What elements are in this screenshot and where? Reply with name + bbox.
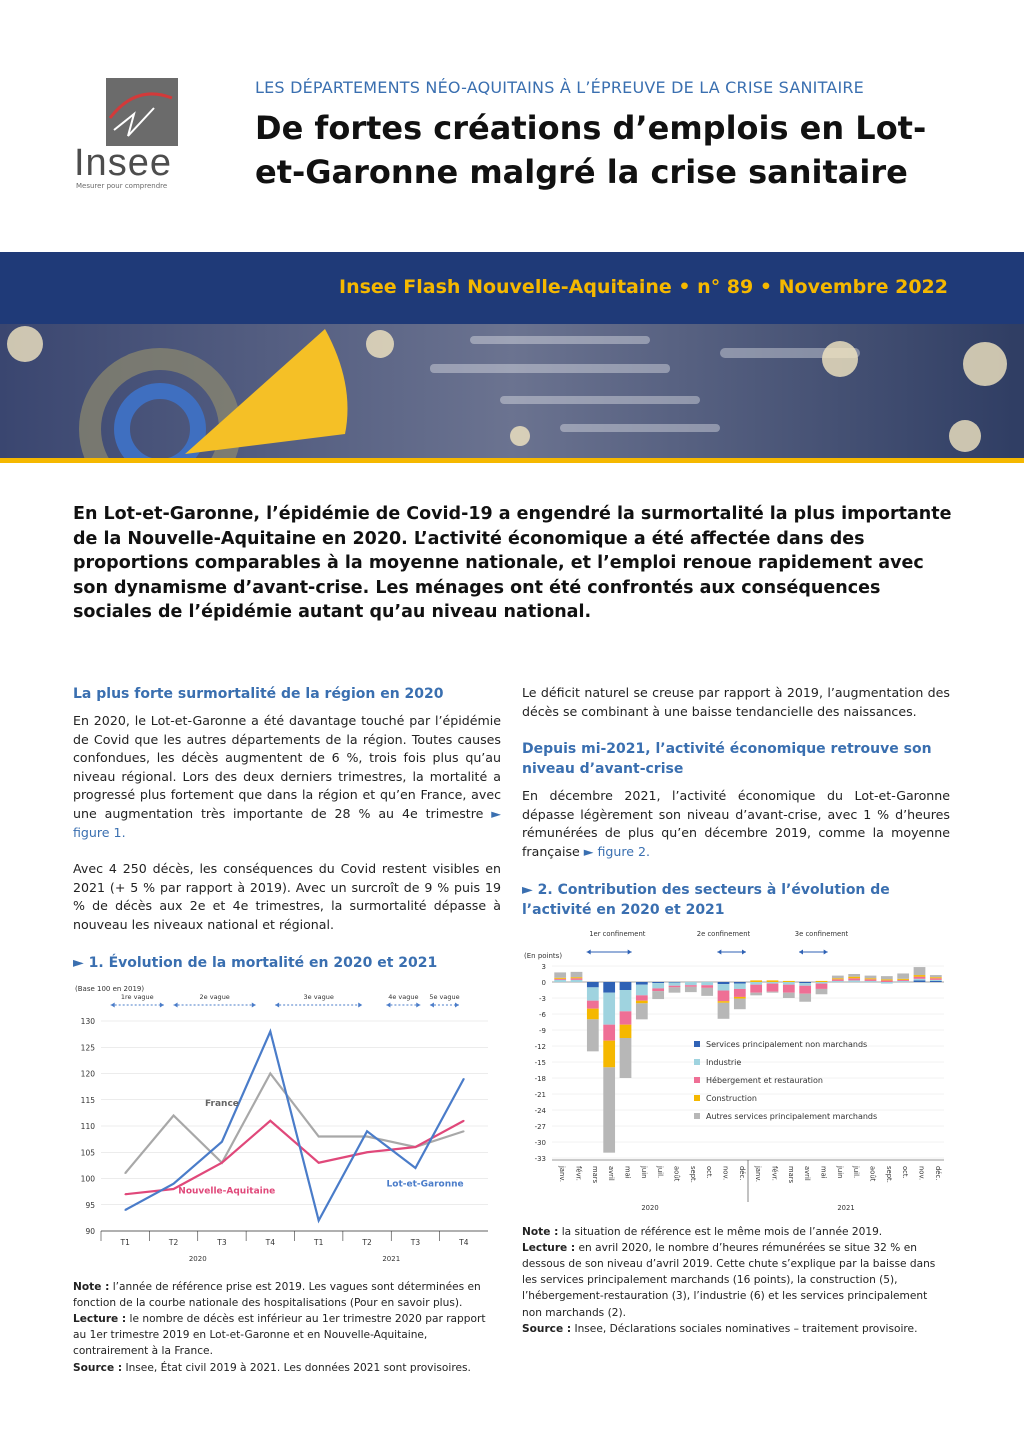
bar-segment <box>636 1003 648 1019</box>
source-text: Insee, État civil 2019 à 2021. Les données 2021 sont provisoires. <box>125 1361 471 1374</box>
bar-segment <box>718 982 730 984</box>
x-tick-label: sept. <box>884 1165 893 1183</box>
bar-segment <box>750 982 762 985</box>
annotation-label: 2e confinement <box>696 929 751 938</box>
x-tick-label: T3 <box>410 1237 421 1247</box>
bar-segment <box>603 1040 615 1067</box>
y-tick-label: -6 <box>539 1010 546 1019</box>
bar-segment <box>734 983 746 988</box>
bar-segment <box>783 982 795 985</box>
right-column <box>522 684 950 1337</box>
bar-segment <box>701 985 713 988</box>
bar-segment <box>685 982 697 985</box>
lecture-text: le nombre de décès est inférieur au 1er trimestre 2020 par rapport au 1er trimestre 2019 en Lot-et-Garonne et en Nouvelle-Aquitaine, contrairement à la France. <box>73 1312 486 1358</box>
bar-segment <box>571 979 583 981</box>
bar-segment <box>750 980 762 982</box>
y-tick-label: 110 <box>80 1121 95 1131</box>
left-column <box>73 684 501 1376</box>
y-tick-label: -3 <box>539 994 546 1003</box>
x-tick-label: sept. <box>688 1165 697 1183</box>
x-tick-label: T4 <box>265 1237 275 1247</box>
bar-segment <box>701 982 713 985</box>
publication-reference: Insee Flash Nouvelle-Aquitaine • n° 89 • Novembre 2022 <box>339 276 948 298</box>
y-tick-label: 90 <box>85 1226 95 1236</box>
bar-segment <box>603 1024 615 1040</box>
data-point <box>366 1151 368 1153</box>
x-tick-label: oct. <box>705 1165 714 1179</box>
note-text: l’année de référence prise est 2019. Les vagues sont déterminées en fonction de la courbe nationale des hospitalisations (Pour en savoir plus). <box>73 1280 481 1309</box>
bar-segment <box>930 977 942 978</box>
x-tick-label: nov. <box>917 1165 926 1180</box>
x-tick-label: T2 <box>362 1237 372 1247</box>
bar-segment <box>799 985 811 993</box>
x-tick-label: mars <box>786 1165 795 1183</box>
bar-segment <box>897 979 909 980</box>
section-title-activity: Depuis mi-2021, l’activité économique retrouve son niveau d’avant-crise <box>522 741 932 778</box>
legend-label: Industrie <box>706 1057 742 1067</box>
x-tick-label: févr. <box>574 1165 583 1181</box>
mortality-line-chart <box>73 979 501 1279</box>
lecture-text: en avril 2020, le nombre d’heures rémunérées se situe 32 % en dessous de son niveau d’avril 2019. Cette chute s’explique par la baisse dans les services principalement marchands (16 points), la construction (5), l’hébergement-restauration (3), l’industrie (6) et les services principalement non marchands (2). <box>522 1241 936 1319</box>
bar-segment <box>734 988 746 996</box>
bar-segment <box>881 979 893 980</box>
data-point <box>463 1077 465 1079</box>
x-tick-label: déc. <box>933 1165 942 1180</box>
bar-segment <box>669 987 681 992</box>
data-point <box>270 1072 272 1074</box>
bar-segment <box>636 984 648 995</box>
data-point <box>221 1161 223 1163</box>
bar-segment <box>603 982 615 993</box>
bar-segment <box>897 973 909 978</box>
bar-segment <box>767 983 779 991</box>
bar-segment <box>897 978 909 979</box>
bar-segment <box>832 979 844 981</box>
bar-segment <box>571 977 583 978</box>
x-tick-label: oct. <box>901 1165 910 1179</box>
bar-segment <box>603 1067 615 1152</box>
bar-segment <box>897 980 909 981</box>
bar-segment <box>669 982 681 985</box>
bar-segment <box>848 978 860 980</box>
source-label: Source : <box>73 1361 123 1374</box>
data-point <box>318 1219 320 1221</box>
bar-segment <box>816 988 828 993</box>
bar-segment <box>554 972 566 977</box>
y-tick-label: -30 <box>534 1138 546 1147</box>
bar-segment <box>620 1011 632 1024</box>
data-point <box>221 1140 223 1142</box>
bar-segment <box>620 1038 632 1078</box>
data-point <box>270 1119 272 1121</box>
wave-label: 3e vague <box>303 992 334 1001</box>
bar-segment <box>718 1001 730 1003</box>
bar-segment <box>832 978 844 979</box>
bar-segment <box>799 983 811 986</box>
bar-segment <box>767 991 779 992</box>
source-text: Insee, Déclarations sociales nominatives – traitement provisoire. <box>574 1322 918 1335</box>
bar-segment <box>750 984 762 992</box>
bar-segment <box>799 982 811 983</box>
y-axis-label: (Base 100 en 2019) <box>75 984 145 993</box>
data-point <box>318 1161 320 1163</box>
bar-segment <box>554 978 566 979</box>
x-tick-label: avril <box>607 1165 616 1181</box>
y-tick-label: 100 <box>80 1174 95 1184</box>
bar-segment <box>636 995 648 1000</box>
bar-segment <box>734 998 746 1009</box>
bar-segment <box>881 980 893 982</box>
y-tick-label: 115 <box>80 1095 95 1105</box>
data-point <box>366 1130 368 1132</box>
bar-segment <box>636 982 648 985</box>
paragraph-text: En décembre 2021, l’activité économique du Lot-et-Garonne dépasse légèrement son niveau d’avant-crise, avec 1 % d’heures rémunérées de plus qu’en décembre 2019, comme la moyenne française <box>522 788 950 859</box>
bar-segment <box>669 982 681 983</box>
bar-segment <box>685 986 697 991</box>
legend-label: Hébergement et restauration <box>706 1075 823 1085</box>
bar-segment <box>783 980 795 981</box>
legend-swatch <box>694 1059 700 1065</box>
x-tick-label: janv. <box>754 1165 763 1182</box>
x-tick-label: juin <box>835 1165 844 1178</box>
bar-segment <box>587 1019 599 1051</box>
hero-divider <box>0 458 1024 463</box>
bar-segment <box>881 982 893 984</box>
data-point <box>173 1182 175 1184</box>
data-point <box>173 1188 175 1190</box>
figure-2-title: ► 2. Contribution des secteurs à l’évolution de l’activité en 2020 et 2021 <box>522 881 890 918</box>
x-tick-label: juil. <box>852 1165 861 1178</box>
bar-segment <box>865 978 877 979</box>
bar-segment <box>914 978 926 980</box>
bar-segment <box>930 975 942 977</box>
legend-swatch <box>694 1095 700 1101</box>
bar-segment <box>930 979 942 980</box>
data-point <box>415 1167 417 1169</box>
bar-segment <box>718 990 730 1001</box>
bar-segment <box>914 967 926 975</box>
y-tick-label: -27 <box>534 1122 546 1131</box>
x-tick-label: mai <box>623 1165 632 1179</box>
publication-banner <box>0 252 1024 324</box>
legend-swatch <box>694 1041 700 1047</box>
x-tick-label: janv. <box>558 1165 567 1182</box>
intro-summary: En Lot-et-Garonne, l’épidémie de Covid-19 a engendré la surmortalité la plus importante de la Nouvelle-Aquitaine en 2020. L’activité économique a été affectée dans des proportions comparables à la moyenne nationale, et l’emploi renoue rapidement avec son dynamisme d’avant-crise. Les ménages ont été confrontés aux conséquences sociales de l’épidémie autant qu’au niveau national. <box>73 504 952 622</box>
legend-swatch <box>694 1113 700 1119</box>
year-label: 2020 <box>188 1254 207 1263</box>
bar-segment <box>734 982 746 984</box>
y-tick-label: 95 <box>85 1200 95 1210</box>
series-label: Lot-et-Garonne <box>386 1178 464 1189</box>
bar-segment <box>930 980 942 981</box>
y-tick-label: 3 <box>541 962 546 971</box>
y-tick-label: 0 <box>541 978 546 987</box>
bar-segment <box>914 976 926 978</box>
bar-segment <box>816 980 828 981</box>
y-tick-label: 125 <box>80 1042 95 1052</box>
x-tick-label: T2 <box>168 1237 179 1247</box>
lecture-label: Lecture : <box>522 1241 576 1254</box>
paragraph: Le déficit naturel se creuse par rapport à 2019, l’augmentation des décès se combinant à une baisse tendancielle des naissances. <box>522 685 950 719</box>
bar-segment <box>652 988 664 991</box>
x-tick-label: juil. <box>656 1165 665 1178</box>
figure-2-link[interactable]: ► figure 2. <box>583 843 651 859</box>
bar-segment <box>914 975 926 977</box>
figure-1-title: ► 1. Évolution de la mortalité en 2020 et 2021 <box>73 954 438 971</box>
legend-label: Services principalement non marchands <box>706 1039 868 1049</box>
y-axis-label: (En points) <box>524 951 563 960</box>
note-text: la situation de référence est le même mois de l’année 2019. <box>561 1225 883 1238</box>
logo-text: Insee <box>74 142 172 184</box>
wave-label: 4e vague <box>388 992 419 1001</box>
annotation-label: 1er confinement <box>589 929 646 938</box>
year-label: 2020 <box>641 1203 659 1212</box>
x-tick-label: T3 <box>217 1237 227 1247</box>
page-title: De fortes créations d’emplois en Lot-et-Garonne malgré la crise sanitaire <box>255 109 927 191</box>
wave-label: 5e vague <box>429 992 460 1001</box>
y-tick-label: -21 <box>534 1090 546 1099</box>
bar-segment <box>587 987 599 1000</box>
bar-segment <box>636 1000 648 1003</box>
bar-segment <box>865 979 877 981</box>
data-point <box>366 1135 368 1137</box>
year-label: 2021 <box>382 1254 401 1263</box>
bar-segment <box>734 996 746 998</box>
activity-bar-chart <box>522 924 950 1224</box>
series-kicker: LES DÉPARTEMENTS NÉO-AQUITAINS À L’ÉPREUVE DE LA CRISE SANITAIRE <box>255 78 864 97</box>
x-tick-label: nov. <box>721 1165 730 1180</box>
y-tick-label: -15 <box>534 1058 546 1067</box>
series-label: France <box>204 1098 239 1109</box>
bar-segment <box>865 975 877 978</box>
bar-segment <box>603 992 615 1024</box>
bar-segment <box>832 975 844 978</box>
bar-segment <box>816 983 828 988</box>
bar-segment <box>799 993 811 1001</box>
data-point <box>173 1114 175 1116</box>
bar-segment <box>783 984 795 992</box>
bar-segment <box>571 978 583 980</box>
paragraph <box>73 712 501 842</box>
bar-segment <box>718 984 730 990</box>
figure-1-notes <box>73 1279 501 1376</box>
year-label: 2021 <box>837 1203 855 1212</box>
bar-segment <box>620 1024 632 1037</box>
bar-segment <box>816 982 828 984</box>
y-tick-label: -12 <box>534 1042 546 1051</box>
y-tick-label: 130 <box>80 1016 95 1026</box>
x-tick-label: févr. <box>770 1165 779 1181</box>
legend-label: Construction <box>706 1093 757 1103</box>
bar-segment <box>767 980 779 982</box>
bar-segment <box>652 983 664 988</box>
x-tick-label: T1 <box>314 1237 324 1247</box>
data-point <box>124 1193 126 1195</box>
figure-1-link[interactable]: ► figure 1. <box>73 805 501 840</box>
bar-segment <box>783 992 795 997</box>
data-point <box>124 1209 126 1211</box>
bar-segment <box>587 982 599 987</box>
bar-segment <box>587 1000 599 1008</box>
hero-illustration <box>0 324 1024 460</box>
x-tick-label: juin <box>639 1165 648 1178</box>
figure-2-notes <box>522 1224 950 1337</box>
wave-label: 2e vague <box>199 992 230 1001</box>
series-label: Nouvelle-Aquitaine <box>178 1186 276 1197</box>
y-tick-label: -18 <box>534 1074 546 1083</box>
x-tick-label: août <box>672 1165 681 1181</box>
y-tick-label: 105 <box>80 1147 95 1157</box>
logo-mark-icon <box>106 78 178 146</box>
wave-label: 1re vague <box>120 992 154 1001</box>
x-tick-label: avril <box>803 1165 812 1181</box>
data-point <box>463 1130 465 1132</box>
bar-segment <box>914 980 926 982</box>
insee-logo[interactable] <box>72 78 184 193</box>
bar-segment <box>718 1002 730 1018</box>
bar-segment <box>587 1008 599 1019</box>
bar-segment <box>652 991 664 999</box>
logo-tagline: Mesurer pour comprendre <box>76 182 168 190</box>
bar-segment <box>930 978 942 980</box>
bar-segment <box>832 980 844 981</box>
lecture-label: Lecture : <box>73 1312 127 1325</box>
paragraph: Avec 4 250 décès, les conséquences du Covid restent visibles en 2021 (+ 5 % par rapport à 2019). Avec un surcroît de 9 % puis 19 % de décès aux 2e et 4e trimestres, la surmortalité dépasse à nouveau les niveaux national et régional. <box>73 861 501 932</box>
bar-segment <box>848 980 860 982</box>
paragraph-text: En 2020, le Lot-et-Garonne a été davantage touché par l’épidémie de Covid que les autres départements de la région. Toutes causes confondues, les décès augmentent de 6 %, trois fois plus qu’au niveau régional. Lors des deux derniers trimestres, la mortalité a progressé plus fortement que dans la région et qu’en France, avec une augmentation très importante de 28 % au 4e trimestre <box>73 713 501 821</box>
data-point <box>270 1030 272 1032</box>
paragraph <box>522 787 950 861</box>
x-tick-label: T1 <box>120 1237 130 1247</box>
bar-segment <box>620 982 632 990</box>
x-tick-label: T4 <box>459 1237 469 1247</box>
bar-segment <box>652 982 664 983</box>
data-point <box>124 1172 126 1174</box>
bar-segment <box>669 985 681 987</box>
annotation-label: 3e confinement <box>794 929 849 938</box>
bar-segment <box>701 987 713 995</box>
data-point <box>415 1146 417 1148</box>
note-label: Note : <box>73 1280 110 1293</box>
bar-segment <box>620 990 632 1011</box>
legend-swatch <box>694 1077 700 1083</box>
x-tick-label: août <box>868 1165 877 1181</box>
data-point <box>463 1119 465 1121</box>
x-tick-label: déc. <box>737 1165 746 1180</box>
bar-segment <box>750 992 762 995</box>
x-tick-label: mai <box>819 1165 828 1179</box>
y-tick-label: -33 <box>534 1154 546 1163</box>
bar-segment <box>685 985 697 987</box>
bar-segment <box>554 979 566 981</box>
x-tick-label: mars <box>590 1165 599 1183</box>
y-tick-label: -9 <box>539 1026 546 1035</box>
bar-segment <box>767 982 779 984</box>
bar-segment <box>571 971 583 976</box>
bar-segment <box>554 977 566 978</box>
source-label: Source : <box>522 1322 572 1335</box>
bar-segment <box>848 976 860 978</box>
data-point <box>318 1135 320 1137</box>
bar-segment <box>848 974 860 977</box>
y-tick-label: 120 <box>80 1069 95 1079</box>
y-tick-label: -24 <box>534 1106 546 1115</box>
bar-segment <box>881 976 893 979</box>
note-label: Note : <box>522 1225 559 1238</box>
bar-segment <box>865 980 877 981</box>
section-title-mortality: La plus forte surmortalité de la région en 2020 <box>73 686 444 702</box>
header <box>0 0 1024 250</box>
legend-label: Autres services principalement marchands <box>706 1111 878 1121</box>
